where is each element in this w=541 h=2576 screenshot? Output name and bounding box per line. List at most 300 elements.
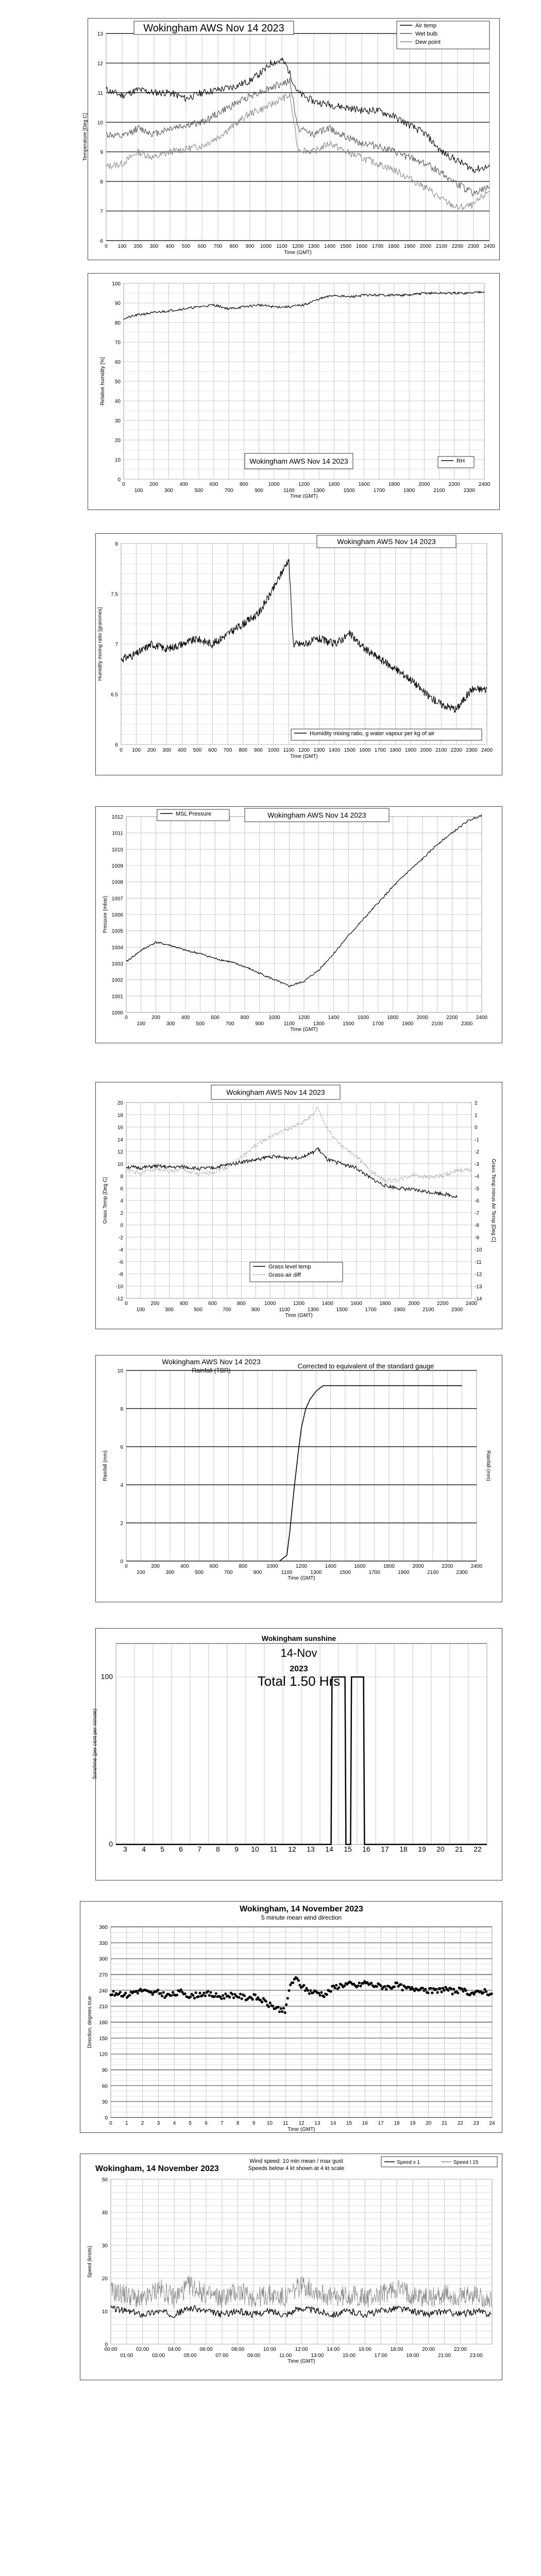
legend-label: RH: [457, 458, 465, 464]
y-tick-label: 30: [102, 2099, 108, 2106]
direction-point: [159, 1992, 162, 1995]
x-tick-label: 800: [240, 1015, 249, 1021]
chart-subtitle-2: Speeds below 4 kt shown at 4 kt scale: [248, 2165, 345, 2172]
x-tick-label: 1900: [398, 1570, 410, 1575]
direction-point: [278, 2010, 281, 2013]
x-tick-label: 03:00: [151, 2353, 165, 2359]
direction-point: [370, 1982, 373, 1985]
y-tick-label: 270: [99, 1972, 108, 1978]
y-tick-label: 1009: [111, 863, 123, 869]
x-tick-label: 100: [136, 1307, 145, 1313]
y-tick-label: 210: [99, 2004, 108, 2010]
direction-point: [482, 1991, 485, 1994]
x-tick-label: 300: [165, 1570, 175, 1575]
x-tick-label: 1600: [350, 1301, 362, 1307]
direction-point: [176, 1994, 178, 1996]
direction-point: [298, 1984, 301, 1987]
x-tick-label: 2400: [478, 482, 491, 487]
x-tick-label: 11:00: [279, 2353, 292, 2359]
y-tick-label: 7: [115, 642, 118, 648]
direction-point: [431, 1992, 433, 1994]
legend-label: Dew point: [415, 39, 441, 45]
x-axis-label: Time (GMT): [290, 754, 318, 759]
x-tick-label: 2100: [433, 488, 445, 494]
wind-speed-chart-panel: [80, 2154, 502, 2380]
x-tick-label: 500: [196, 1021, 205, 1027]
direction-point: [251, 1998, 254, 2001]
y-tick-label: 20: [102, 2276, 108, 2282]
x-tick-label: 0: [125, 1015, 128, 1021]
x-tick-label: 1500: [339, 1570, 351, 1575]
x-tick-label: 7: [197, 1845, 201, 1853]
x-tick-label: 1200: [292, 244, 304, 249]
direction-point: [220, 1997, 223, 2000]
direction-point: [238, 1996, 240, 1998]
y-tick-label: 10: [117, 1161, 123, 1167]
x-tick-label: 2100: [435, 244, 448, 249]
direction-point: [189, 1995, 192, 1998]
x-tick-label: 400: [177, 748, 187, 753]
y-tick-label: 6.5: [111, 692, 118, 698]
mixing-ratio-chart: [95, 533, 502, 775]
direction-point: [197, 1995, 200, 1998]
y-tick-label: 80: [114, 320, 121, 326]
x-tick-label: 10:00: [263, 2347, 276, 2352]
x-tick-label: 18:00: [390, 2347, 403, 2352]
x-tick-label: 1800: [387, 244, 400, 249]
x-tick-label: 20: [436, 1845, 445, 1853]
y-tick-label: 60: [102, 2083, 108, 2090]
y-tick-label: 1007: [111, 896, 123, 902]
x-tick-label: 800: [239, 748, 248, 753]
direction-point: [209, 1991, 212, 1994]
right-y-tick-label: -2: [475, 1149, 479, 1155]
x-tick-label: 24: [489, 2121, 495, 2126]
x-tick-label: 1600: [358, 482, 370, 487]
y-tick-label: -4: [119, 1247, 123, 1253]
x-tick-label: 6: [179, 1845, 183, 1853]
direction-point: [435, 1988, 437, 1991]
x-tick-label: 2400: [481, 748, 493, 753]
chart-year: 2023: [290, 1665, 308, 1673]
direction-point: [343, 1985, 346, 1987]
x-tick-label: 1100: [279, 1307, 290, 1313]
direction-point: [447, 1989, 450, 1992]
x-tick-label: 1300: [313, 748, 325, 753]
right-y-tick-label: -4: [475, 1174, 479, 1180]
x-tick-label: 1200: [298, 1015, 310, 1021]
y-tick-label: 13: [97, 31, 103, 37]
direction-point: [357, 1985, 359, 1987]
x-tick-label: 9: [234, 1845, 239, 1853]
x-tick-label: 22: [474, 1845, 482, 1853]
direction-point: [441, 1991, 443, 1993]
x-tick-label: 9: [252, 2121, 256, 2126]
y-tick-label: 7: [100, 209, 103, 215]
x-tick-label: 1000: [268, 1015, 280, 1021]
x-tick-label: 16: [362, 1845, 370, 1853]
x-tick-label: 900: [253, 1570, 262, 1575]
x-tick-label: 09:00: [247, 2353, 261, 2359]
x-tick-label: 4: [142, 1845, 146, 1853]
y-tick-label: 300: [99, 1956, 108, 1962]
right-y-tick-label: -1: [475, 1137, 479, 1143]
direction-point: [376, 1985, 378, 1988]
chart-title: Wokingham, 14 November 2023: [95, 2164, 219, 2173]
legend-label: Grass-air diff: [268, 1272, 301, 1278]
x-tick-label: 500: [193, 748, 202, 753]
direction-point: [359, 1985, 362, 1987]
x-tick-label: 1700: [373, 488, 385, 494]
direction-point: [231, 1993, 233, 1995]
x-tick-label: 2000: [416, 1015, 429, 1021]
x-tick-label: 200: [150, 1301, 160, 1307]
legend-label: Humidity mixing ratio, g water vapour per kg of air: [310, 731, 435, 737]
x-tick-label: 700: [224, 488, 233, 494]
y-axis-label: Sunshine (per cent per minute): [92, 1708, 98, 1780]
y-tick-label: 90: [114, 301, 121, 307]
x-tick-label: 1500: [343, 1021, 354, 1027]
x-tick-label: 17:00: [374, 2353, 387, 2359]
x-tick-label: 1100: [281, 1570, 293, 1575]
x-tick-label: 22:00: [453, 2347, 467, 2352]
direction-point: [267, 2005, 270, 2008]
temperature-chart: [82, 18, 500, 260]
direction-point: [202, 1992, 205, 1994]
x-tick-label: 12: [288, 1845, 296, 1853]
right-y-tick-label: -7: [475, 1210, 479, 1216]
x-tick-label: 21: [455, 1845, 463, 1853]
x-tick-label: 2000: [408, 1301, 420, 1307]
x-tick-label: 600: [209, 1564, 218, 1569]
y-tick-label: 90: [102, 2067, 108, 2074]
y-tick-label: 4: [120, 1198, 123, 1204]
x-tick-label: 200: [149, 482, 158, 487]
y-tick-label: 0: [109, 1840, 113, 1848]
chart-subtitle: Wind speed: 10 min mean / max gust: [249, 2158, 343, 2164]
x-tick-label: 2300: [451, 1307, 463, 1313]
x-tick-label: 2400: [465, 1301, 478, 1307]
x-tick-label: 600: [209, 482, 218, 487]
right-y-tick-label: -12: [475, 1272, 482, 1278]
x-tick-label: 300: [166, 1021, 175, 1027]
y-tick-label: 1001: [111, 994, 123, 1000]
direction-point: [207, 1990, 209, 1992]
y-tick-label: 1011: [112, 831, 123, 837]
legend: [438, 456, 474, 468]
x-tick-label: 23:00: [469, 2353, 483, 2359]
x-tick-label: 500: [181, 244, 191, 249]
y-tick-label: 16: [117, 1125, 123, 1131]
x-tick-label: 3: [123, 1845, 127, 1853]
x-tick-label: 1800: [388, 482, 400, 487]
x-tick-label: 1700: [374, 748, 386, 753]
x-tick-label: 2200: [437, 1301, 449, 1307]
x-tick-label: 2100: [435, 748, 447, 753]
x-axis-label: Time (GMT): [288, 1575, 315, 1581]
y-tick-label: 2: [120, 1521, 123, 1527]
x-tick-label: 2000: [419, 244, 432, 249]
x-tick-label: 600: [197, 244, 207, 249]
legend-label: Grass level temp: [268, 1264, 311, 1270]
x-tick-label: 1000: [260, 244, 272, 249]
sunshine-group: [92, 1629, 502, 1880]
direction-point: [208, 1994, 211, 1997]
y-tick-label: 0: [120, 1559, 123, 1565]
direction-point: [452, 1988, 455, 1990]
y-tick-label: 4: [120, 1483, 123, 1488]
x-tick-label: 2400: [476, 1015, 488, 1021]
chart-title: Wokingham sunshine: [261, 1634, 336, 1642]
x-tick-label: 800: [239, 482, 248, 487]
y-tick-label: 8: [120, 1174, 123, 1180]
y-tick-label: 10: [117, 1368, 123, 1374]
x-tick-label: 1900: [402, 1021, 414, 1027]
x-tick-label: 0: [109, 2121, 112, 2126]
x-tick-label: 1900: [394, 1307, 405, 1313]
x-tick-label: 900: [255, 1021, 264, 1027]
x-tick-label: 1200: [295, 1564, 308, 1569]
y-tick-label: 0: [117, 477, 121, 483]
x-tick-label: 05:00: [183, 2353, 197, 2359]
right-y-axis-label: Rainfall (mm): [485, 1450, 491, 1481]
direction-point: [400, 1983, 402, 1986]
x-axis-label: Time (GMT): [288, 2127, 315, 2132]
humidity-chart: [88, 273, 500, 510]
x-tick-label: 600: [208, 748, 217, 753]
y-tick-label: 1002: [111, 977, 123, 984]
direction-point: [393, 1986, 396, 1988]
y-tick-label: 100: [112, 281, 121, 287]
x-tick-label: 12:00: [295, 2347, 308, 2352]
x-tick-label: 2300: [456, 1570, 468, 1575]
y-tick-label: -6: [119, 1259, 123, 1265]
x-tick-label: 1400: [328, 1015, 340, 1021]
chart-title: Wokingham AWS Nov 14 2023: [143, 23, 284, 35]
x-tick-label: 2200: [450, 748, 462, 753]
direction-point: [308, 1992, 311, 1995]
x-tick-label: 8: [236, 2121, 240, 2126]
y-tick-label: 50: [114, 379, 121, 385]
y-tick-label: 0: [120, 1223, 123, 1229]
right-y-tick-label: -9: [475, 1235, 479, 1241]
x-tick-label: 700: [223, 1307, 231, 1313]
y-tick-label: 7.5: [111, 591, 118, 598]
x-tick-label: 1000: [268, 482, 280, 487]
y-tick-label: 2: [120, 1210, 123, 1216]
y-tick-label: 10: [97, 120, 103, 126]
x-tick-label: 1700: [365, 1307, 377, 1313]
x-tick-label: 2300: [466, 748, 478, 753]
x-tick-label: 2000: [412, 1564, 424, 1569]
direction-point: [485, 1990, 487, 1993]
x-tick-label: 100: [132, 748, 141, 753]
temperature-chart-panel: [82, 18, 500, 260]
x-tick-label: 2300: [467, 244, 480, 249]
x-tick-label: 300: [162, 748, 172, 753]
y-tick-label: 120: [99, 2052, 108, 2058]
direction-point: [215, 1992, 217, 1995]
x-tick-label: 3: [157, 2121, 160, 2126]
y-tick-label: 1010: [111, 847, 123, 853]
direction-point: [396, 1981, 398, 1984]
y-tick-label: 14: [117, 1137, 123, 1143]
x-tick-label: 100: [137, 1021, 146, 1027]
x-tick-label: 1100: [283, 488, 295, 494]
direction-point: [192, 1994, 194, 1997]
direction-point: [335, 1984, 337, 1987]
x-tick-label: 19: [418, 1845, 426, 1853]
direction-point: [128, 1994, 131, 1996]
legend-label: Wet bulb: [415, 31, 438, 37]
right-y-tick-label: -5: [475, 1186, 479, 1192]
x-tick-label: 13: [314, 2121, 320, 2126]
grass-chart-panel: [95, 1082, 502, 1329]
direction-point: [277, 2006, 279, 2008]
x-tick-label: 200: [151, 1564, 160, 1569]
y-tick-label: 1004: [111, 945, 123, 951]
x-axis-label: Time (GMT): [290, 1027, 318, 1032]
chart-subtitle: 5 minute mean wind direction: [261, 1914, 342, 1921]
direction-point: [358, 1981, 361, 1984]
x-tick-label: 100: [134, 488, 143, 494]
wind-direction-chart: [80, 1901, 502, 2133]
x-tick-label: 1800: [379, 1301, 391, 1307]
x-tick-label: 400: [180, 1564, 189, 1569]
chart-date: 14-Nov: [280, 1647, 317, 1659]
direction-point: [265, 2000, 267, 2003]
x-tick-label: 8: [216, 1845, 220, 1853]
x-tick-label: 13:00: [311, 2353, 324, 2359]
y-tick-label: 1008: [111, 879, 123, 886]
y-axis-label: Speed (knots): [87, 2245, 93, 2278]
chart-title: Wokingham AWS Nov 14 2023: [249, 457, 348, 466]
right-y-tick-label: -10: [475, 1247, 482, 1253]
x-tick-label: 15: [344, 1845, 352, 1853]
chart-subtitle: Rainfall (TBR): [192, 1367, 231, 1374]
x-tick-label: 17: [381, 1845, 389, 1853]
right-y-tick-label: -13: [475, 1284, 482, 1290]
direction-point: [213, 1995, 216, 1997]
x-tick-label: 0: [120, 748, 123, 753]
x-tick-label: 0: [122, 482, 125, 487]
x-tick-label: 1900: [404, 748, 417, 753]
direction-point: [317, 1992, 320, 1994]
x-tick-label: 1000: [267, 748, 279, 753]
x-tick-label: 400: [165, 244, 175, 249]
direction-point: [204, 1994, 207, 1997]
x-tick-label: 1500: [344, 748, 356, 753]
direction-point: [193, 1997, 196, 1999]
x-axis-label: Time (GMT): [285, 1313, 313, 1318]
direction-point: [254, 1993, 257, 1996]
y-axis-label: Pressure (mbar): [103, 895, 108, 934]
direction-point: [491, 1992, 493, 1995]
x-tick-label: 200: [133, 244, 143, 249]
y-tick-label: 1012: [111, 815, 123, 820]
x-tick-label: 100: [136, 1570, 145, 1575]
x-tick-label: 1300: [313, 1021, 325, 1027]
x-tick-label: 2100: [427, 1570, 439, 1575]
y-tick-label: 330: [99, 1940, 108, 1946]
x-tick-label: 1100: [276, 244, 288, 249]
x-tick-label: 07:00: [215, 2353, 229, 2359]
x-tick-label: 20: [426, 2121, 432, 2126]
right-y-tick-label: -6: [475, 1198, 479, 1204]
y-tick-label: 180: [99, 2020, 108, 2026]
direction-point: [292, 1981, 294, 1984]
x-tick-label: 2200: [448, 482, 460, 487]
direction-point: [421, 1987, 424, 1989]
direction-point: [309, 1989, 312, 1992]
x-tick-label: 4: [173, 2121, 176, 2126]
x-tick-label: 2000: [418, 482, 430, 487]
x-tick-label: 2300: [463, 488, 475, 494]
x-tick-label: 18: [394, 2121, 400, 2126]
right-y-tick-label: -11: [475, 1259, 482, 1265]
y-tick-label: 1005: [111, 928, 123, 935]
direction-point: [172, 1991, 174, 1994]
direction-point: [334, 1987, 336, 1989]
x-tick-label: 1900: [403, 244, 416, 249]
y-tick-label: 12: [117, 1149, 123, 1155]
x-tick-label: 800: [239, 1564, 248, 1569]
x-tick-label: 1200: [298, 482, 310, 487]
direction-point: [483, 1988, 486, 1991]
x-tick-label: 1600: [357, 1015, 369, 1021]
y-axis-label: Humidity mixing ratio [grammes]: [97, 607, 103, 681]
y-tick-label: 11: [97, 90, 103, 96]
y-tick-label: 100: [100, 1672, 113, 1681]
x-tick-label: 1800: [383, 1564, 395, 1569]
y-axis-label: Rainfall (mm): [103, 1450, 108, 1481]
direction-point: [430, 1987, 432, 1990]
x-tick-label: 21:00: [437, 2353, 451, 2359]
x-tick-label: 1400: [325, 1564, 336, 1569]
grass-group: [96, 1082, 502, 1329]
y-tick-label: 1006: [111, 912, 123, 918]
direction-point: [330, 1990, 332, 1993]
y-tick-label: 40: [102, 2210, 108, 2216]
direction-point: [383, 1985, 386, 1988]
x-tick-label: 2400: [483, 244, 496, 249]
x-tick-label: 1700: [368, 1570, 380, 1575]
direction-point: [380, 1985, 382, 1987]
x-tick-label: 2000: [420, 748, 432, 753]
x-tick-label: 08:00: [231, 2347, 245, 2352]
direction-point: [228, 1996, 231, 1998]
pressure-chart-panel: [95, 806, 502, 1043]
direction-point: [319, 1994, 322, 1996]
x-tick-label: 1300: [310, 1570, 322, 1575]
x-tick-label: 2100: [431, 1021, 443, 1027]
x-tick-label: 200: [151, 1015, 160, 1021]
y-tick-label: 8: [100, 179, 103, 185]
x-tick-label: 1100: [283, 748, 295, 753]
chart-title: Wokingham AWS Nov 14 2023: [226, 1088, 325, 1097]
x-tick-label: 200: [147, 748, 156, 753]
x-tick-label: 6: [205, 2121, 208, 2126]
x-tick-label: 1500: [343, 488, 355, 494]
direction-point: [195, 1991, 197, 1994]
direction-point: [239, 1993, 242, 1995]
right-y-tick-label: -3: [475, 1161, 479, 1167]
x-tick-label: 17: [378, 2121, 384, 2126]
x-tick-label: 1000: [266, 1564, 278, 1569]
x-tick-label: 02:00: [136, 2347, 149, 2352]
x-tick-label: 12: [298, 2121, 305, 2126]
y-tick-label: 30: [114, 418, 121, 424]
